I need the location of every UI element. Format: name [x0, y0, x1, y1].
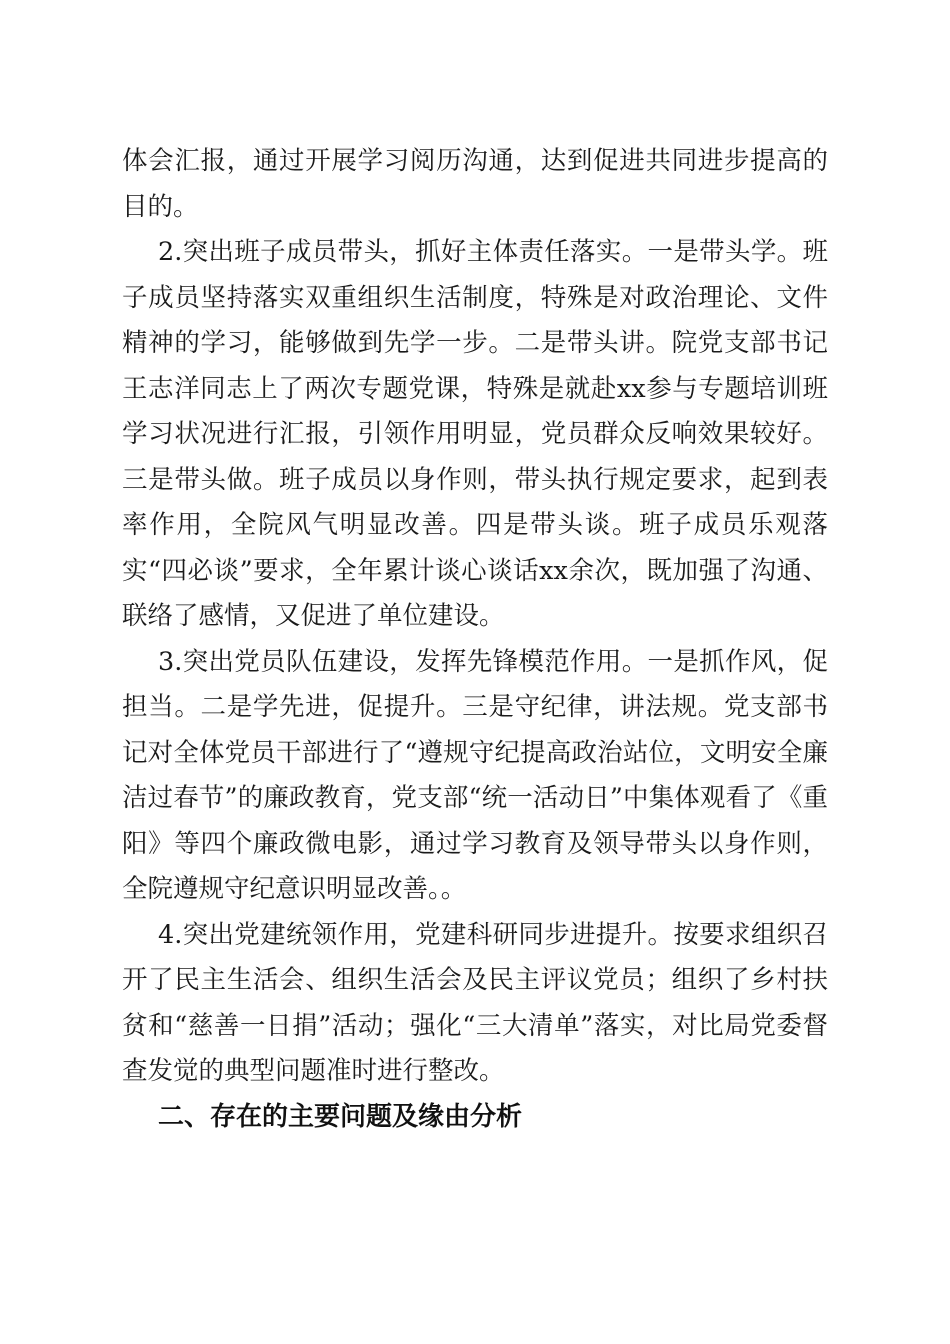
document-body [122, 139, 828, 1140]
paragraph-item-2: 2.突出班子成员带头，抓好主体责任落实。一是带头学。班子成员坚持落实双重组织生活制度，特殊是对政治理论、文件精神的学习，能够做到先学一步。二是带头讲。院党支部书记王志洋同志上了两次专题党课，特殊是就赴xx参与专题培训班学习状况进行汇报，引领作用明显，党员群众反响效果较好。三是带头做。班子成员以身作则，带头执行规定要求，起到表率作用，全院风气明显改善。四是带头谈。班子成员乐观落实“四必谈”要求，全年累计谈心谈话xx余次，既加强了沟通、联络了感情，又促进了单位建设。 [122, 237, 828, 631]
paragraph-item-4: 4.突出党建统领作用，党建科研同步进提升。按要求组织召开了民主生活会、组织生活会及民主评议党员；组织了乡村扶贫和“慈善一日捐”活动；强化“三大清单”落实，对比局党委督查发觉的典型问题准时进行整改。 [122, 919, 828, 1086]
paragraph-continuation: 体会汇报，通过开展学习阅历沟通，达到促进共同进步提高的目的。 [122, 146, 828, 222]
paragraph-item-3: 3.突出党员队伍建设，发挥先锋模范作用。一是抓作风，促担当。二是学先进，促提升。三是守纪律，讲法规。党支部书记对全体党员干部进行了“遵规守纪提高政治站位，文明安全廉洁过春节”的廉政教育，党支部“统一活动日”中集体观看了《重阳》等四个廉政微电影，通过学习教育及领导带头以身作则，全院遵规守纪意识明显改善。。 [122, 646, 828, 904]
section-heading: 二、存在的主要问题及缘由分析 [158, 1101, 523, 1132]
